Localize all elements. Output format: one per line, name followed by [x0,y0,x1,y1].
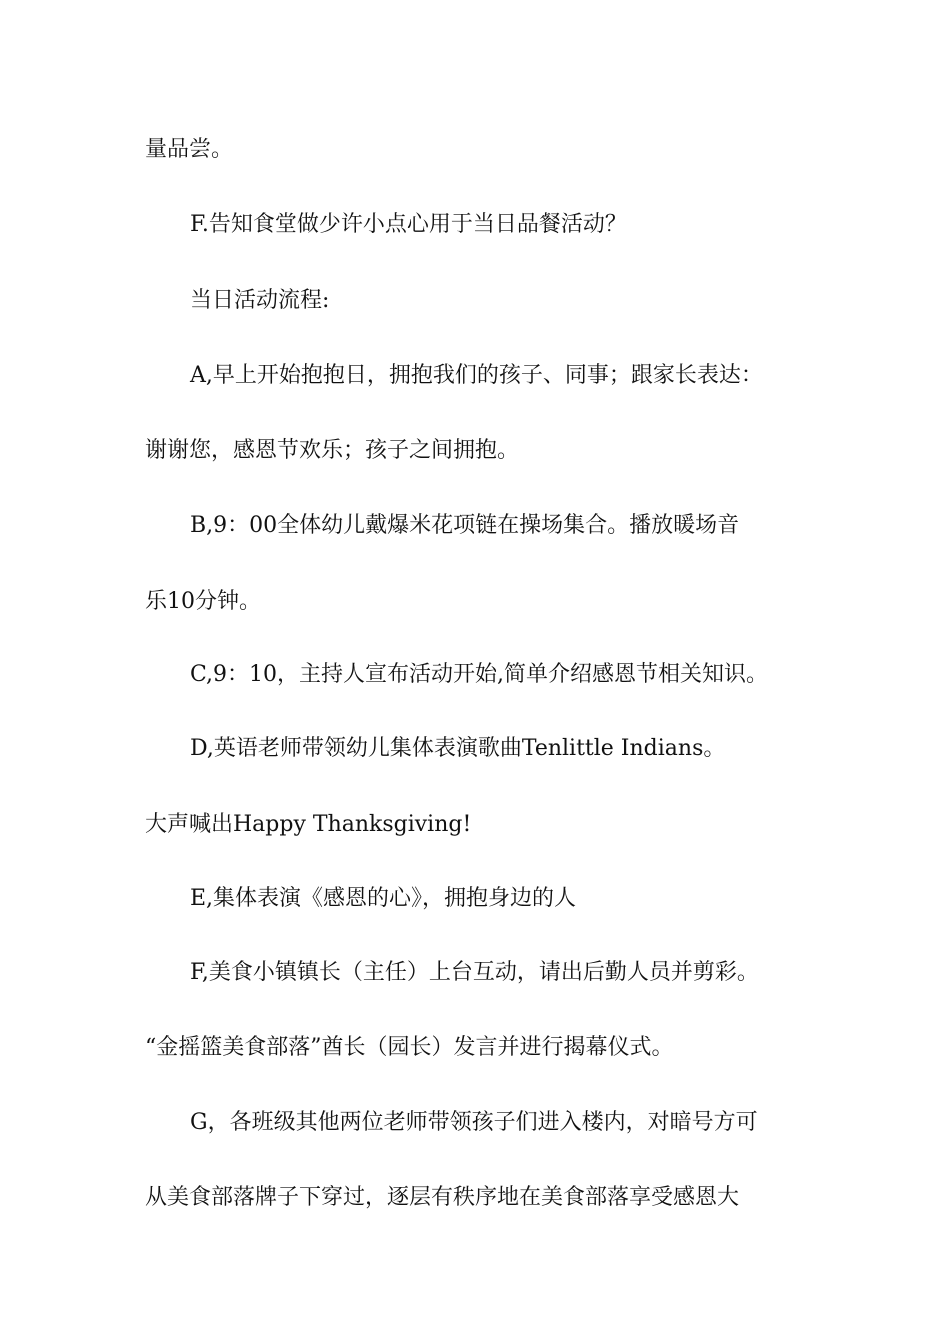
paragraph-line: B,9：00全体幼儿戴爆米花项链在操场集合。播放暖场音 [190,513,740,538]
paragraph-line: D,英语老师带领幼儿集体表演歌曲Tenlittle Indians。 [190,736,726,761]
paragraph-line: 从美食部落牌子下穿过，逐层有秩序地在美食部落享受感恩大 [145,1185,740,1210]
paragraph-line: C,9：10，主持人宣布活动开始,简单介绍感恩节相关知识。 [190,662,769,687]
paragraph-line: 量品尝。 [145,137,234,162]
paragraph-line: 谢谢您，感恩节欢乐；孩子之间拥抱。 [145,438,520,463]
paragraph-line: 乐10分钟。 [145,589,261,614]
paragraph-line: F.告知食堂做少许小点心用于当日品餐活动？ [190,212,627,237]
paragraph-line: G，各班级其他两位老师带领孩子们进入楼内，对暗号方可 [190,1110,758,1135]
paragraph-line: “金摇篮美食部落”酋长（园长）发言并进行揭幕仪式。 [145,1035,674,1060]
paragraph-line: A,早上开始抱抱日，拥抱我们的孩子、同事；跟家长表达： [190,363,763,388]
paragraph-line: E,集体表演《感恩的心》，拥抱身边的人 [190,886,577,911]
paragraph-line: 当日活动流程: [190,288,330,313]
paragraph-line: F,美食小镇镇长（主任）上台互动，请出后勤人员并剪彩。 [190,960,759,985]
paragraph-line: 大声喊出Happy Thanksgiving! [145,812,472,837]
